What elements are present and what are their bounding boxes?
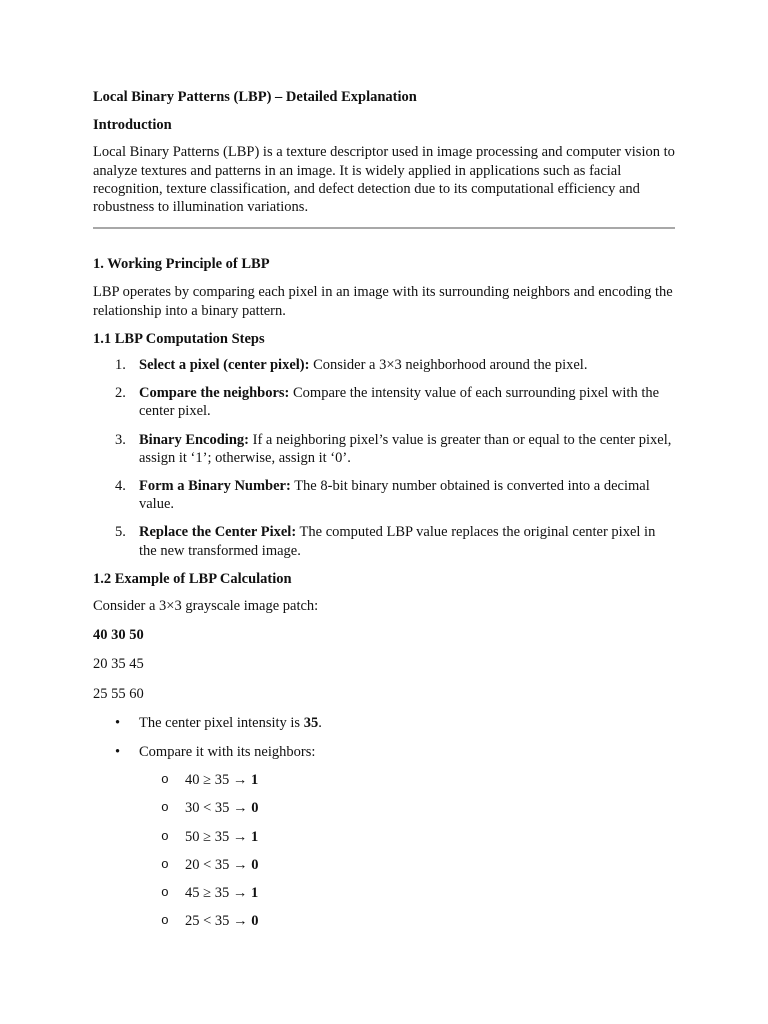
sub-bullet-marker: o [161, 828, 169, 844]
list-item [115, 477, 675, 513]
comparison-expr: 45 ≥ 35 [185, 885, 233, 902]
list-item [161, 828, 675, 846]
list-item [161, 912, 675, 930]
step-label: Replace the Center Pixel: [139, 524, 297, 541]
sub-bullet-marker: o [161, 885, 169, 901]
center-value: 35 [303, 714, 319, 731]
sub-bullet-marker: o [161, 772, 169, 788]
comparison-result: 0 [251, 913, 259, 930]
list-item [115, 431, 675, 467]
list-item [161, 856, 675, 874]
list-number: 3. [115, 431, 126, 448]
sub-bullet-marker: o [161, 800, 169, 816]
list-item [115, 523, 675, 559]
document-title: Local Binary Patterns (LBP) – Detailed Explanation [93, 89, 417, 105]
list-item [161, 799, 675, 817]
subsection-1-2-heading: 1.2 Example of LBP Calculation [93, 570, 292, 587]
example-intro: Consider a 3×3 grayscale image patch: [93, 598, 319, 615]
section-1-paragraph: LBP operates by comparing each pixel in an image with its surrounding neighbors and encoding the relationship into a binary pattern. [93, 284, 673, 319]
list-item [161, 884, 675, 902]
horizontal-divider [93, 227, 675, 229]
list-item [161, 771, 675, 789]
list-item [115, 384, 675, 420]
comparison-list [139, 771, 675, 930]
comparison-result: 1 [250, 885, 259, 902]
introduction-paragraph: Local Binary Patterns (LBP) is a texture descriptor used in image processing and computer vision to analyze textures and patterns in an image. It is widely applied in applications such as facial recognition, texture classification, and defect detection due to its computational efficiency and robustness to illumination variations. [93, 144, 675, 216]
arrow-right-icon: → [233, 856, 248, 873]
list-item [115, 714, 675, 732]
step-label: Form a Binary Number: [139, 478, 291, 495]
list-item [115, 356, 675, 374]
subsection-1-1-heading: 1.1 LBP Computation Steps [93, 330, 265, 347]
step-text: The 8-bit binary number obtained is converted into a decimal value. [139, 478, 650, 513]
list-number: 1. [115, 357, 126, 374]
step-text: The computed LBP value replaces the original center pixel in the new transformed image. [139, 524, 656, 559]
comparison-expr: 25 < 35 [185, 913, 234, 930]
arrow-right-icon: → [232, 885, 248, 902]
example-bullet-list [93, 714, 675, 931]
comparison-expr: 30 < 35 [185, 800, 234, 817]
computation-steps-list [93, 356, 675, 560]
bullet-text: The center pixel intensity is [139, 714, 304, 731]
list-number: 5. [115, 524, 126, 541]
bullet-text: Compare it with its neighbors: [139, 744, 316, 761]
introduction-heading: Introduction [93, 117, 172, 134]
arrow-right-icon: → [232, 828, 248, 845]
step-text: Consider a 3×3 neighborhood around the pixel. [309, 357, 588, 374]
comparison-result: 1 [250, 772, 259, 789]
arrow-right-icon: → [233, 800, 248, 817]
patch-row-1 [93, 626, 675, 644]
arrow-right-icon: → [233, 913, 248, 930]
list-number: 4. [115, 478, 126, 495]
comparison-expr: 50 ≥ 35 [185, 828, 233, 845]
bullet-marker: • [115, 714, 121, 731]
document-page [93, 86, 675, 942]
comparison-result: 1 [250, 828, 259, 845]
patch-row-values: 40 30 50 [93, 627, 144, 644]
list-number: 2. [115, 385, 126, 402]
step-text: Compare the intensity value of each surrounding pixel with the center pixel. [139, 385, 660, 420]
comparison-expr: 40 ≥ 35 [185, 772, 233, 789]
section-1-heading: 1. Working Principle of LBP [93, 256, 270, 273]
patch-row-3: 25 55 60 [93, 685, 144, 702]
patch-row-2: 20 35 45 [93, 656, 144, 673]
bullet-marker: • [115, 744, 121, 761]
step-text: If a neighboring pixel’s value is greater than or equal to the center pixel, assign it ‘1’; otherwise, assign it ‘0’. [139, 431, 672, 466]
sub-bullet-marker: o [161, 913, 169, 929]
step-label: Binary Encoding: [139, 431, 249, 448]
comparison-expr: 20 < 35 [185, 856, 234, 873]
bullet-text-end: . [318, 714, 322, 731]
comparison-result: 0 [251, 800, 259, 817]
arrow-right-icon: → [232, 772, 248, 789]
sub-bullet-marker: o [161, 856, 169, 872]
step-label: Compare the neighbors: [139, 385, 290, 402]
step-label: Select a pixel (center pixel): [139, 357, 310, 374]
list-item [115, 743, 675, 930]
comparison-result: 0 [251, 856, 259, 873]
